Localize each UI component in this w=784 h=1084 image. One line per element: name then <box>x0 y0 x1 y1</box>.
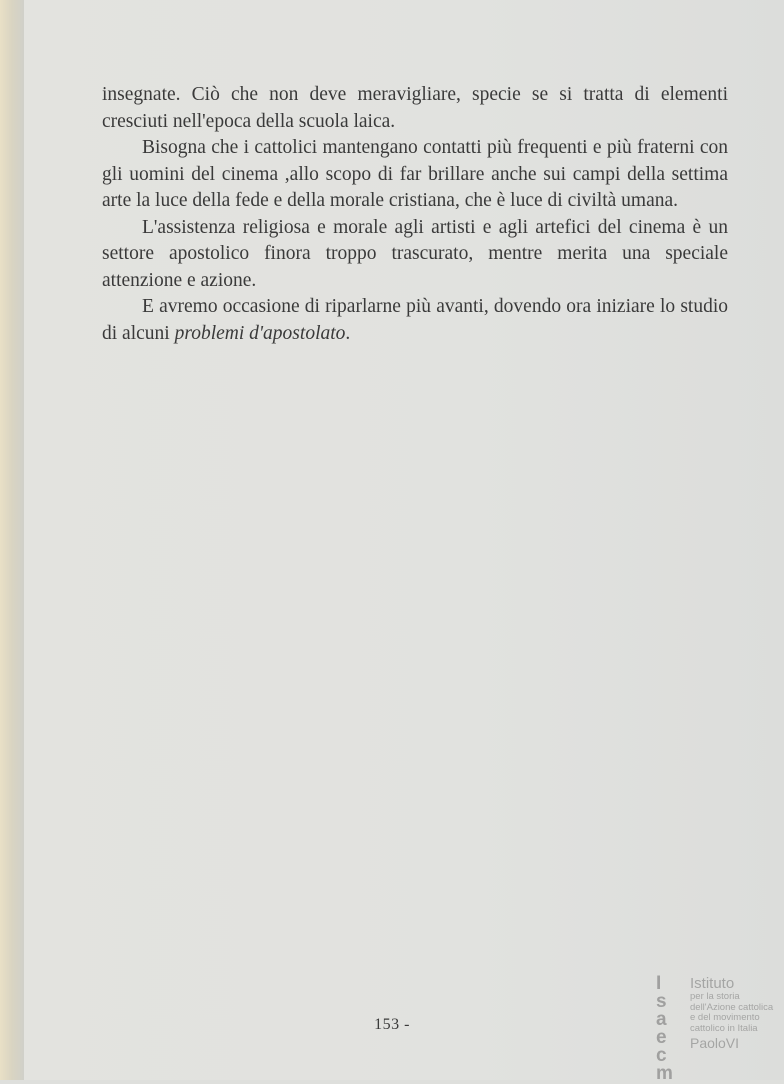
watermark-name: PaoloVI <box>690 1035 740 1051</box>
paragraph-4-end: . <box>345 322 351 344</box>
paragraph-1: insegnate. Ciò che non deve meravigliare, specie se si tratta di elementi cresciuti nell'epoca della scuola laica. <box>102 84 728 132</box>
body-text <box>102 82 728 347</box>
watermark-line: per la storia <box>690 991 740 1002</box>
watermark-logo-letter: c <box>656 1045 667 1066</box>
paragraph-4 <box>102 294 728 347</box>
watermark-line: cattolico in Italia <box>690 1022 758 1034</box>
paragraph-3: L'assistenza religiosa e morale agli artisti e agli artefici del cinema è un settore apostolico finora troppo trascurato, mentre merita una speciale attenzione e azione. <box>102 216 728 291</box>
watermark-title: Istituto <box>690 975 735 992</box>
watermark-logo-letter: s <box>656 991 667 1012</box>
watermark-logo-letter: a <box>656 1009 667 1030</box>
watermark-logo-letter: e <box>656 1027 667 1048</box>
page-gutter <box>0 0 24 1080</box>
archive-watermark <box>656 973 780 1084</box>
watermark-logo <box>656 973 690 1084</box>
watermark-logo-letter: I <box>656 973 662 994</box>
watermark-line: dell'Azione cattolica <box>690 1001 774 1013</box>
paragraph-4-emphasis: problemi d'apostolato <box>174 322 346 344</box>
watermark-logo-letter: m <box>656 1063 673 1084</box>
watermark-line: e del movimento <box>690 1012 760 1023</box>
paragraph-4-text: E avremo occasione di riparlarne più avanti, dovendo ora iniziare lo studio di alcuni <box>102 296 728 344</box>
page-number: 153 - <box>374 1016 410 1033</box>
paragraph-2: Bisogna che i cattolici mantengano contatti più frequenti e più fraterni con gli uomini del cinema ,allo scopo di far brillare anche sui campi della settima arte la luce della fede e della morale cristiana, che è luce di civiltà umana. <box>102 137 728 211</box>
watermark-text <box>690 975 780 1051</box>
